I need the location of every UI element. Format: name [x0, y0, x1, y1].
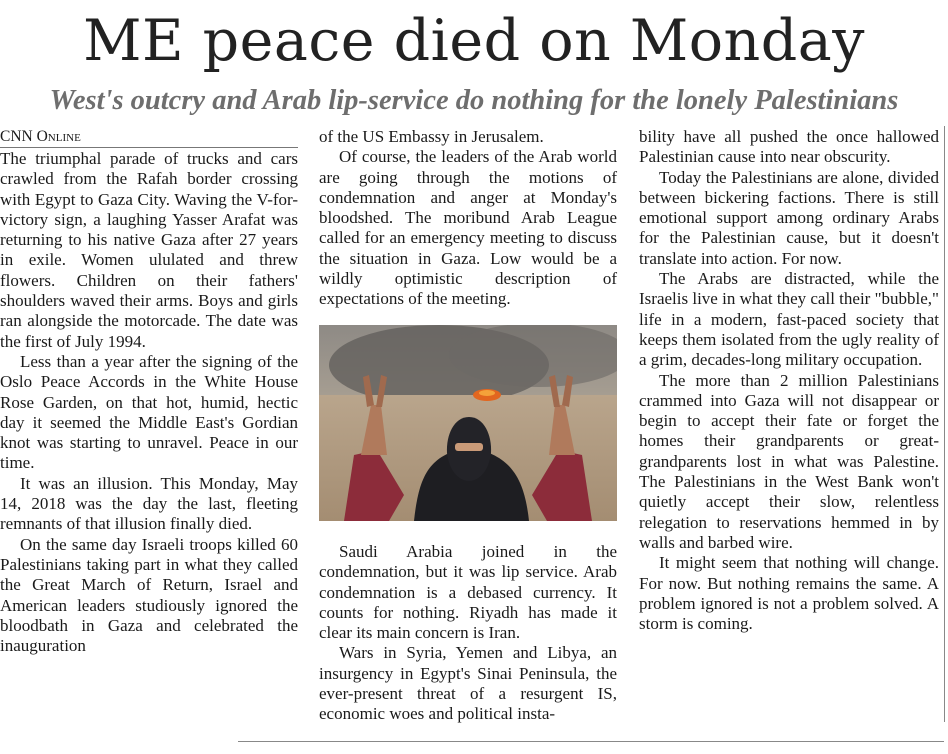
paragraph: Saudi Arabia joined in the condemnation, but it was lip service. Arab condemnation is a debased currency. It counts for nothing. Riyadh has made it clear its main concern is Iran.	[319, 542, 617, 643]
paragraph: Today the Palestinians are alone, divided between bickering factions. There is still emotional support among ordinary Arabs for the Palestinian cause, but it doesn't translate into action. For now.	[639, 167, 939, 268]
column-3	[639, 127, 939, 634]
photo-illustration	[319, 325, 617, 521]
byline: CNN Online	[0, 127, 298, 148]
subheadline: West's outcry and Arab lip-service do nothing for the lonely Palestinians	[49, 85, 899, 116]
paragraph: Of course, the leaders of the Arab world are going through the motions of condemnation and anger at Monday's bloodshed. The moribund Arab League called for an emergency meeting to discuss the situation in Gaza. Low would be a wildly optimistic description of expectations of the meeting.	[319, 147, 617, 309]
paragraph: bility have all pushed the once hallowed Palestinian cause into near obscurity.	[639, 127, 939, 167]
paragraph: The more than 2 million Palestinians crammed into Gaza will not disappear or begin to accept their fate or forget the homes their grandparents or great-grandparents lost in what was Palestine. The Palestinians in the West Bank won't quietly accept their slow, relentless relegation to reservations hemmed in by walls and barbed wire.	[639, 370, 939, 552]
paragraph: The Arabs are distracted, while the Israelis live in what they call their "bubble," life in a modern, fast-paced society that keeps them isolated from the ugly reality of a grim, decades-long military occupation.	[639, 269, 939, 370]
headline: ME peace died on Monday	[83, 8, 865, 74]
column-1	[0, 149, 298, 656]
paragraph: On the same day Israeli troops killed 60 Palestinians taking part in what they called the Great March of Return, Israel and American leaders studiously ignored the bloodbath in Gaza and celebrated the inauguration	[0, 534, 298, 656]
paragraph: Less than a year after the signing of the Oslo Peace Accords in the White House Rose Garden, on that hot, humid, hectic day it seemed the Middle East's Gordian knot was starting to unravel. Peace in our time.	[0, 351, 298, 473]
paragraph: The triumphal parade of trucks and cars crawled from the Rafah border crossing with Egypt to Gaza City. Waving the V-for-victory sign, a laughing Yasser Arafat was returning to his native Gaza after 27 years in exile. Women ululated and threw flowers. Children on their fathers' shoulders waved their arms. Boys and girls ran alongside the motorcade. The date was the first of July 1994.	[0, 149, 298, 351]
paragraph: It might seem that nothing will change. For now. But nothing remains the same. A problem ignored is not a problem solved. A storm is coming.	[639, 553, 939, 634]
paragraph: It was an illusion. This Monday, May 14, 2018 was the day the last, fleeting remnants of that illusion finally died.	[0, 473, 298, 534]
paragraph: Wars in Syria, Yemen and Libya, an insurgency in Egypt's Sinai Peninsula, the ever-present threat of a resurgent IS, economic woes and political insta-	[319, 643, 617, 724]
news-photo	[319, 325, 617, 521]
right-border-line	[944, 126, 945, 722]
column-2-top	[319, 127, 617, 310]
bottom-border-line	[238, 741, 944, 742]
paragraph: of the US Embassy in Jerusalem.	[319, 127, 544, 146]
column-2-bottom	[319, 542, 617, 725]
